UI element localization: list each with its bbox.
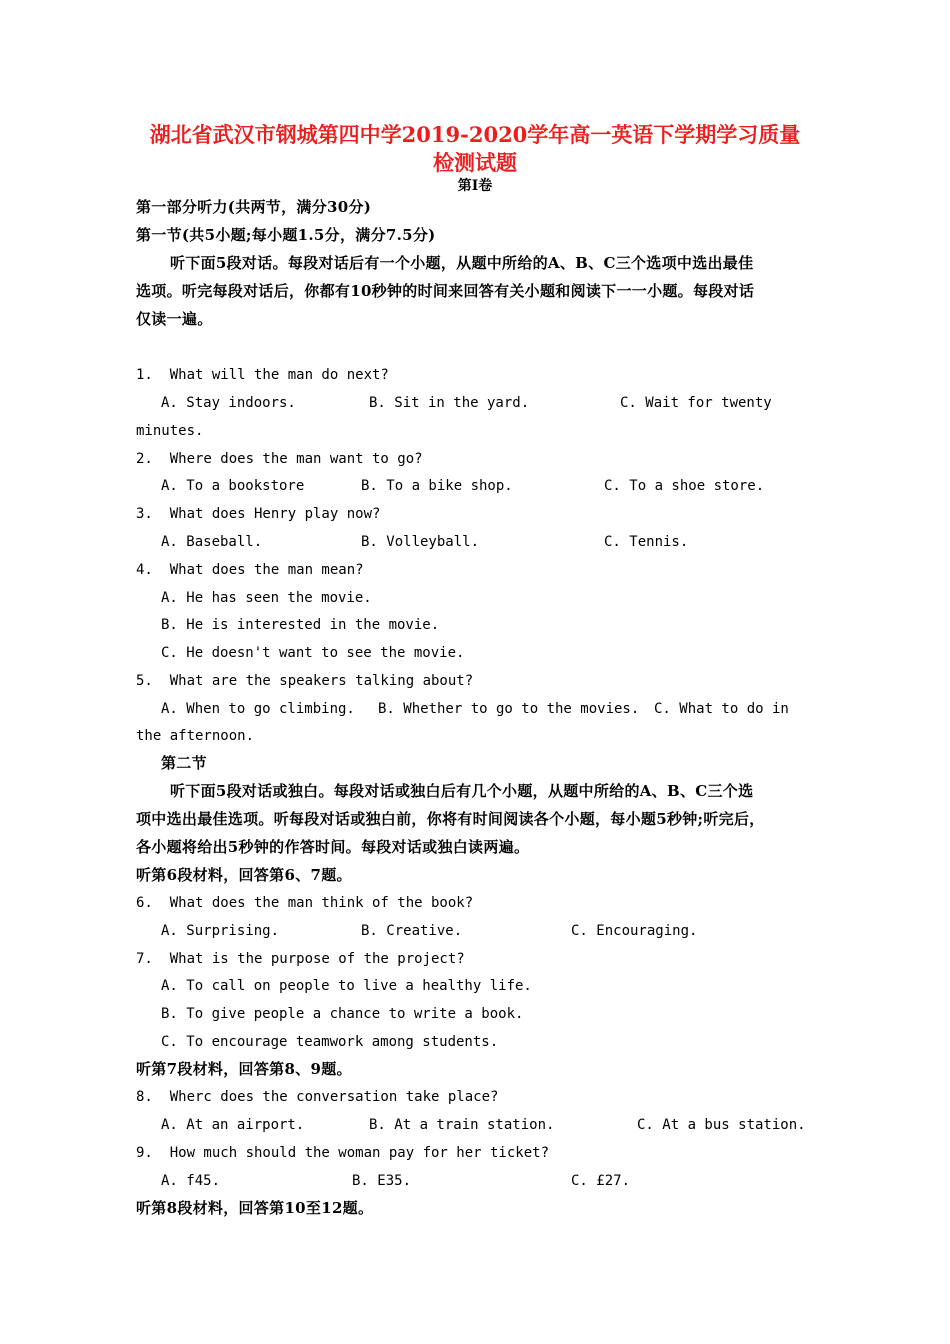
question-stem: 5. What are the speakers talking about? [136,673,474,689]
option-c: C. Encouraging. [571,923,698,939]
volume-label: 第I卷 [457,178,493,194]
section2-instruction: 听下面5段对话或独白。每段对话或独白后有几个小题，从题中所给的A、B、C三个选 [170,782,754,800]
question-stem: 8. Wherc does the conversation take place? [136,1089,499,1105]
option-a: A. f45. [161,1173,221,1189]
option-continuation: the afternoon. [136,728,255,744]
material-heading: 听第6段材料，回答第6、7题。 [136,866,352,884]
option-c: C. At a bus station. [637,1117,806,1133]
option-b: B. E35. [352,1173,412,1189]
option-c: C. Wait for twenty [620,395,772,411]
option-c: C. He doesn't want to see the movie. [161,645,465,661]
question-stem: 2. Where does the man want to go? [136,451,423,467]
material-heading: 听第7段材料，回答第8、9题。 [136,1060,352,1078]
option-b: B. To give people a chance to write a book. [161,1006,524,1022]
option-b: B. Whether to go to the movies. [378,701,640,717]
question-stem: 6. What does the man think of the book? [136,895,474,911]
option-b: B. To a bike shop. [361,478,513,494]
question-stem: 3. What does Henry play now? [136,506,381,522]
exam-title-line1: 湖北省武汉市钢城第四中学2019-2020学年高一英语下学期学习质量 [149,122,801,147]
option-c: C. To encourage teamwork among students. [161,1034,499,1050]
section1-instruction: 仅读一遍。 [136,310,213,328]
option-b: B. He is interested in the movie. [161,617,440,633]
section1-heading: 第一节(共5小题;每小题1.5分，满分7.5分) [136,226,436,244]
section2-heading: 第二节 [161,754,207,772]
option-a: A. When to go climbing. [161,701,355,717]
option-a: A. Baseball. [161,534,263,550]
option-b: B. Sit in the yard. [369,395,530,411]
option-a: A. He has seen the movie. [161,590,372,606]
part1-heading: 第一部分听力(共两节，满分30分) [136,198,372,216]
material-heading: 听第8段材料，回答第10至12题。 [136,1199,374,1217]
option-a: A. To call on people to live a healthy life. [161,978,532,994]
option-a: A. Stay indoors. [161,395,296,411]
option-c: C. To a shoe store. [604,478,765,494]
option-c: C. Tennis. [604,534,689,550]
section2-instruction: 项中选出最佳选项。听每段对话或独白前，你将有时间阅读各个小题，每小题5秒钟;听完后， [136,810,765,828]
option-a: A. Surprising. [161,923,280,939]
exam-title-line2: 检测试题 [433,150,517,175]
option-continuation: minutes. [136,423,204,439]
option-a: A. To a bookstore [161,478,305,494]
option-b: B. Volleyball. [361,534,480,550]
section1-instruction: 听下面5段对话。每段对话后有一个小题，从题中所给的A、B、C三个选项中选出最佳 [170,254,754,272]
option-a: A. At an airport. [161,1117,305,1133]
option-c: C. What to do in [654,701,789,717]
option-c: C. £27. [571,1173,631,1189]
question-stem: 4. What does the man mean? [136,562,364,578]
section2-instruction: 各小题将给出5秒钟的作答时间。每段对话或独白读两遍。 [136,838,530,856]
question-stem: 1. What will the man do next? [136,367,389,383]
section1-instruction: 选项。听完每段对话后，你都有10秒钟的时间来回答有关小题和阅读下一一小题。每段对话 [136,282,755,300]
option-b: B. Creative. [361,923,463,939]
question-stem: 7. What is the purpose of the project? [136,951,465,967]
question-stem: 9. How much should the woman pay for her ticket? [136,1145,550,1161]
option-b: B. At a train station. [369,1117,555,1133]
